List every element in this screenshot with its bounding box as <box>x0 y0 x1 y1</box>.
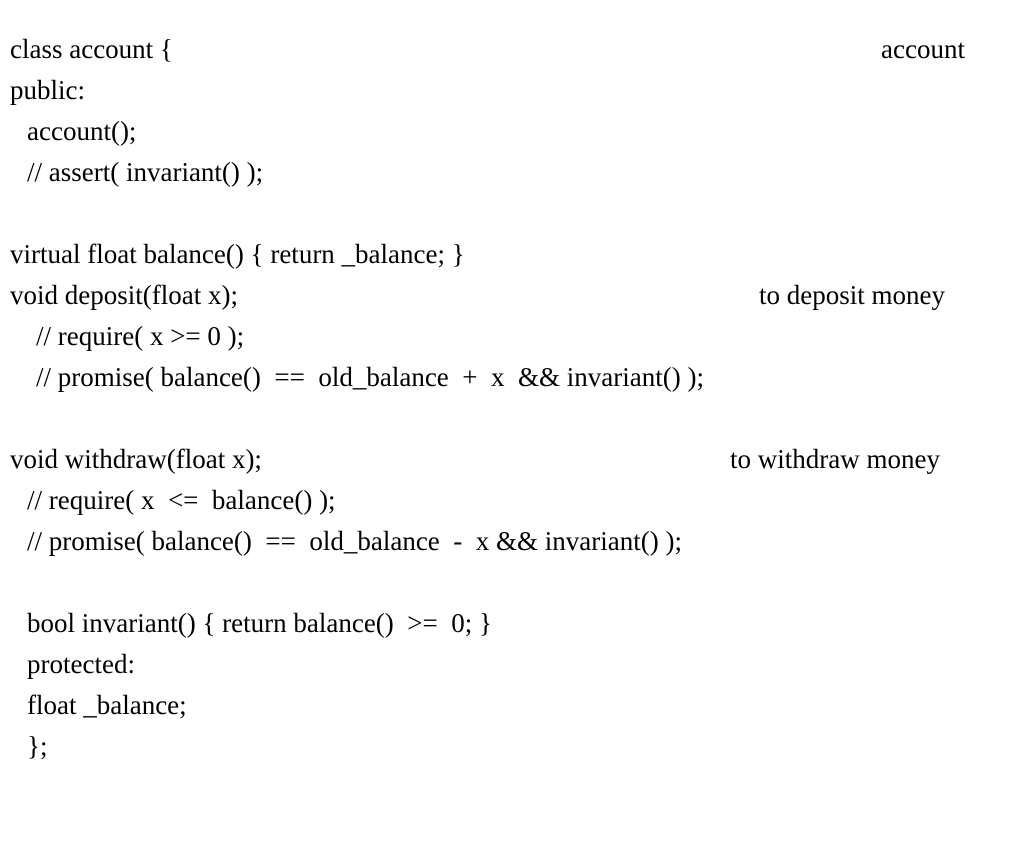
code-text: public: <box>10 75 85 105</box>
code-text: // promise( balance() == old_balance - x && invariant() ); <box>27 526 682 556</box>
code-line <box>0 644 1024 684</box>
code-line <box>0 152 1024 192</box>
code-line <box>0 316 1024 356</box>
code-text: }; <box>27 731 48 761</box>
code-line <box>0 275 1024 315</box>
line-annotation: to withdraw money <box>730 444 940 474</box>
code-text: void withdraw(float x); <box>10 444 262 474</box>
code-text: float _balance; <box>27 690 187 720</box>
code-line <box>0 521 1024 561</box>
code-line <box>0 562 1024 602</box>
code-text: virtual float balance() { return _balance; } <box>10 239 465 269</box>
code-line <box>0 357 1024 397</box>
code-line <box>0 726 1024 766</box>
line-annotation: account <box>881 34 965 64</box>
code-text: class account { <box>10 34 173 64</box>
code-text: protected: <box>27 649 135 679</box>
code-line <box>0 439 1024 479</box>
code-line <box>0 29 1024 69</box>
code-line <box>0 480 1024 520</box>
code-line <box>0 234 1024 274</box>
code-line <box>0 398 1024 438</box>
code-text: void deposit(float x); <box>10 280 238 310</box>
code-text: // require( x >= 0 ); <box>36 321 245 351</box>
code-line <box>0 70 1024 110</box>
code-text: bool invariant() { return balance() >= 0; } <box>27 608 492 638</box>
code-line <box>0 111 1024 151</box>
code-text: // assert( invariant() ); <box>27 157 264 187</box>
line-annotation: to deposit money <box>759 280 945 310</box>
code-line <box>0 685 1024 725</box>
code-line <box>0 603 1024 643</box>
code-line <box>0 193 1024 233</box>
code-text: // require( x <= balance() ); <box>27 485 336 515</box>
code-text: account(); <box>27 116 137 146</box>
code-text: // promise( balance() == old_balance + x && invariant() ); <box>36 362 704 392</box>
